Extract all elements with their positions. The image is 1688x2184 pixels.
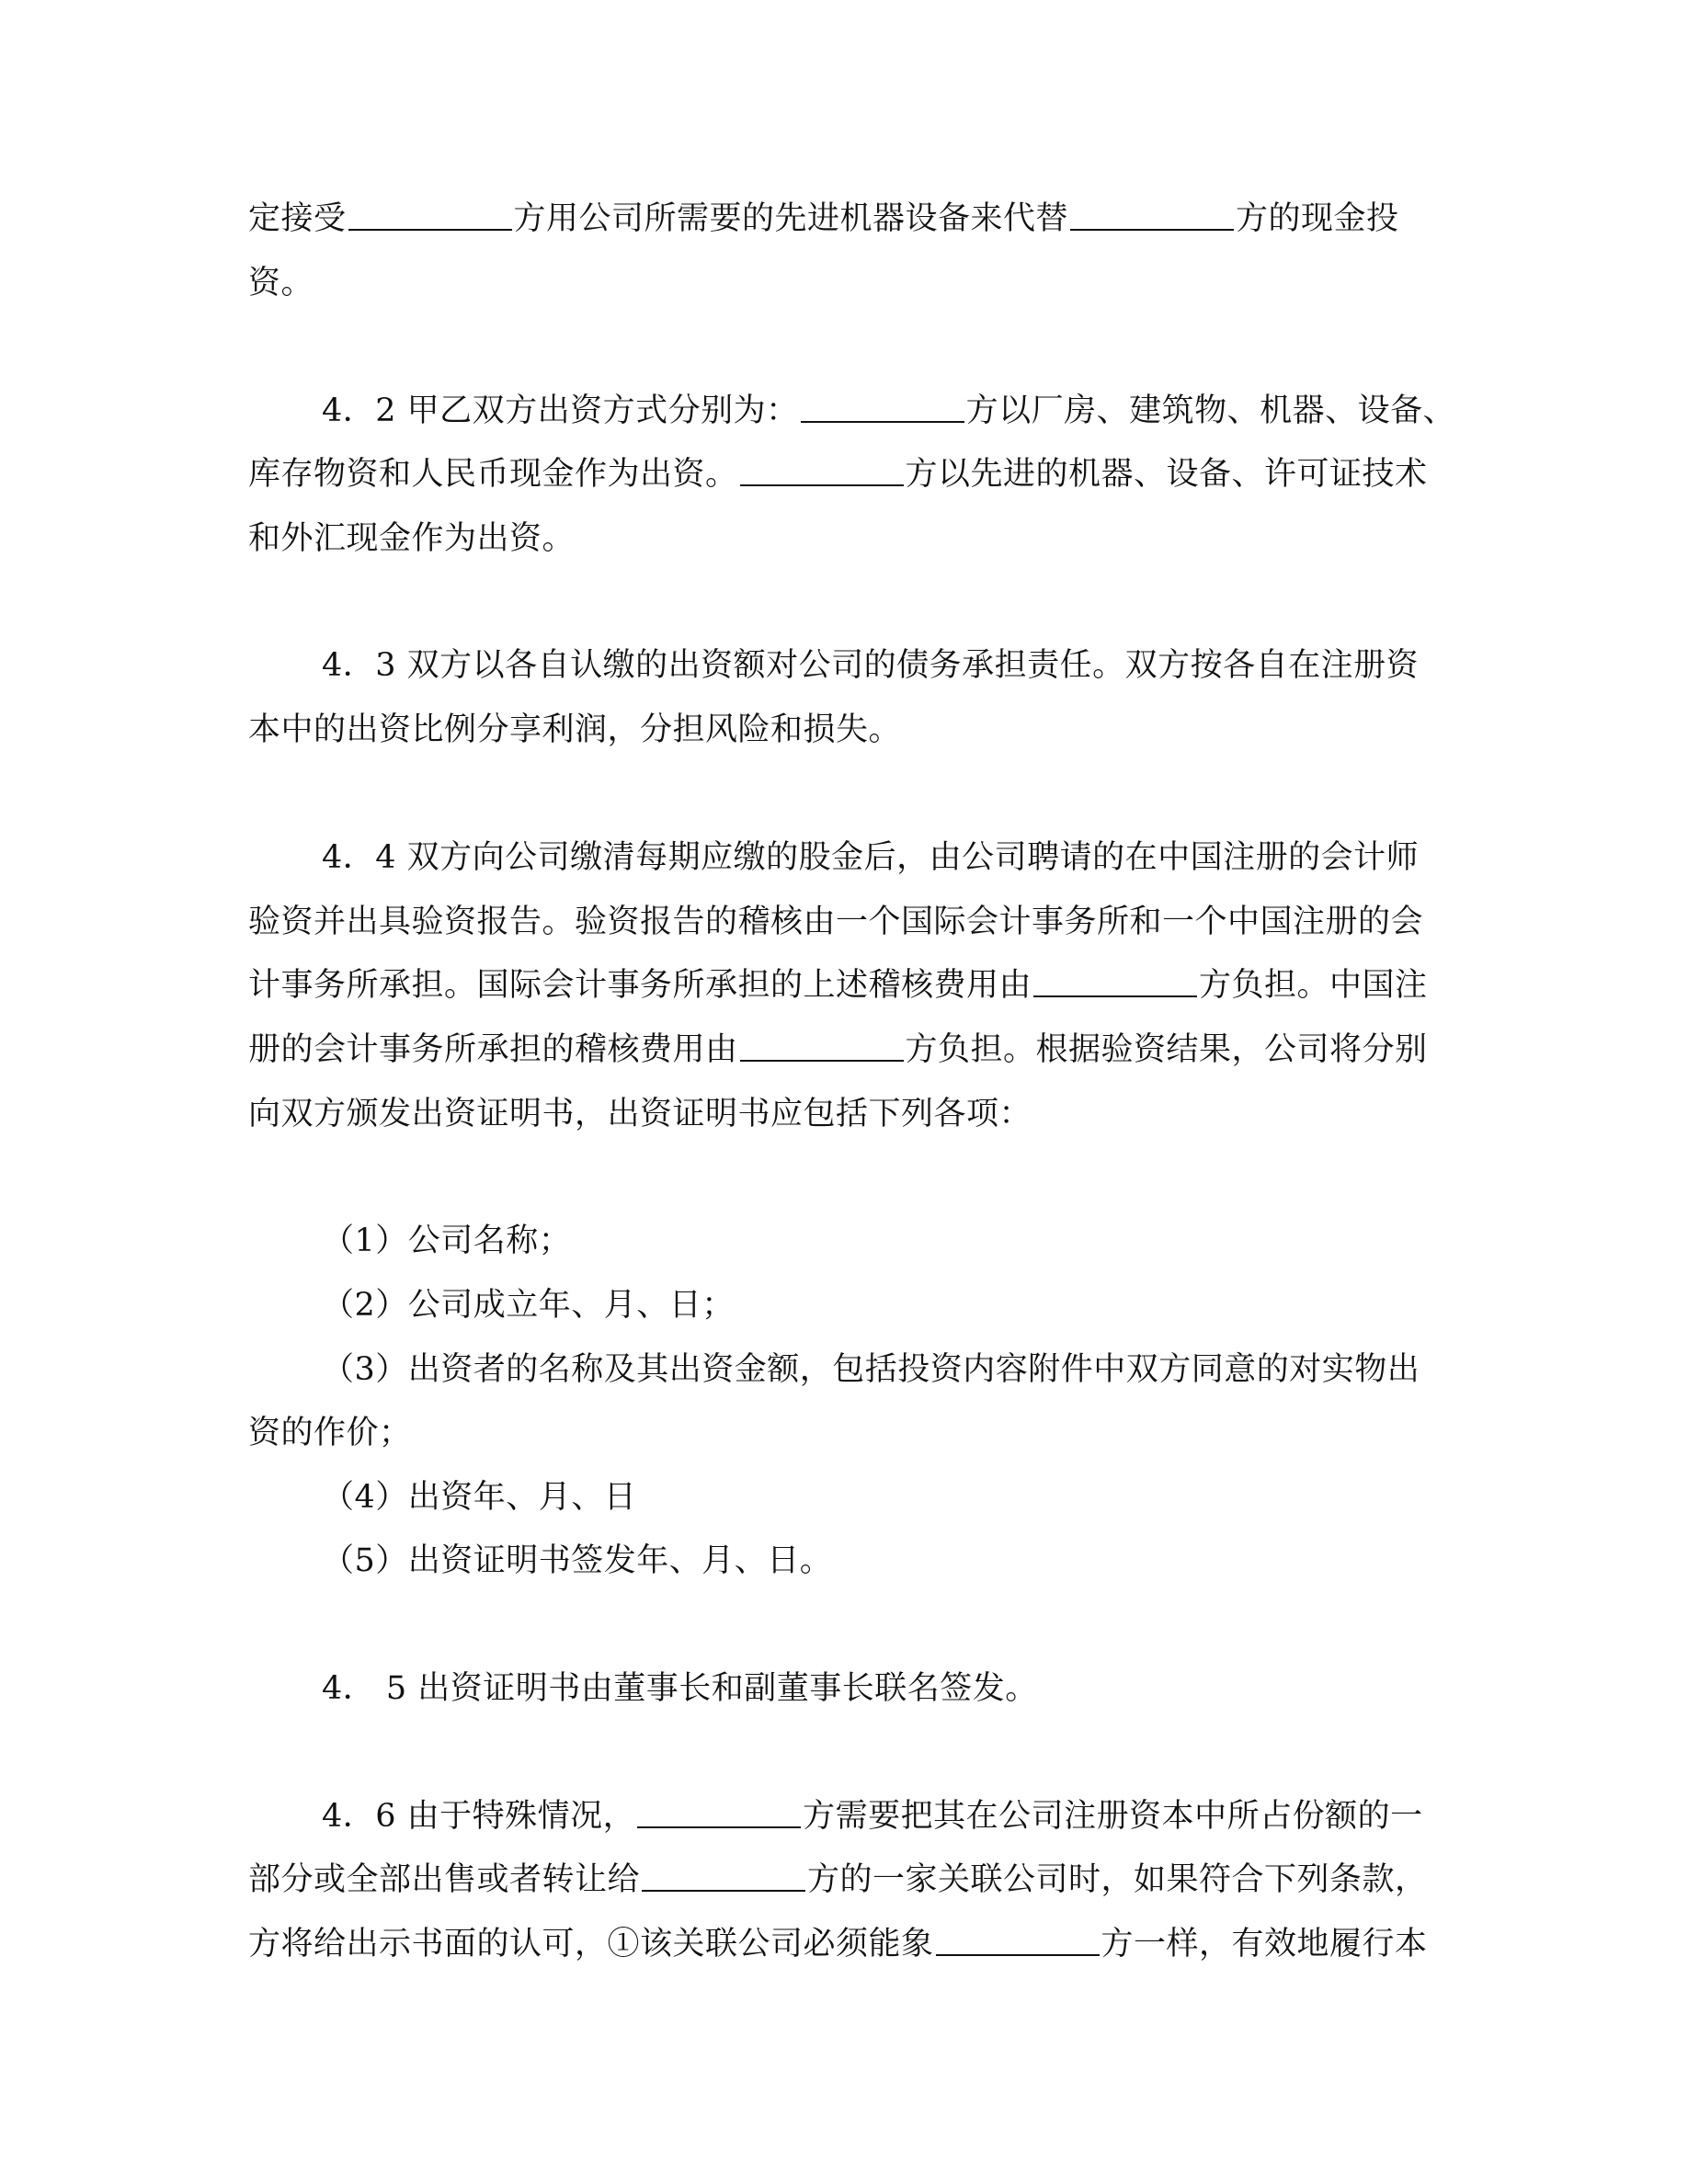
fill-blank [740,1030,904,1062]
text: 方一样，有效地履行本 [1101,1926,1428,1962]
fill-blank [637,1797,801,1828]
text: 和外汇现金作为出资。 [248,520,576,557]
text: （3）出资者的名称及其出资金额，包括投资内容附件中双方同意的对实物出 [322,1351,1420,1388]
clause-4-6-line-3 [248,1922,1428,1966]
clause-4-6-line-1 [322,1794,1423,1838]
clause-4-3-line-2 [248,708,901,752]
text: 方用公司所需要的先进机器设备来代替 [513,200,1069,237]
fill-blank [642,1860,805,1892]
clause-4-4-line-3 [248,963,1428,1007]
fill-blank [740,455,904,486]
text: 册的会计事务所承担的稽核费用由 [248,1031,738,1068]
clause-4-2-line-3 [248,517,575,561]
clause-4-3-line-1 [322,643,1419,688]
list-item-1 [322,1219,571,1263]
text: （4）出资年、月、日 [322,1479,637,1516]
text: 方将给出示书面的认可，①该关联公司必须能象 [248,1926,934,1962]
text: 4． 5 出资证明书由董事长和副董事长联名签发。 [322,1670,1038,1707]
text: 方负担。中国注 [1199,967,1428,1004]
clause-4-4-line-2 [248,900,1423,944]
fill-blank [936,1925,1100,1956]
clause-4-2-line-2 [248,452,1428,496]
text: 方以先进的机器、设备、许可证技术 [905,456,1428,493]
clause-4-4-line-5 [248,1092,1032,1136]
text: 部分或全部出售或者转让给 [248,1861,641,1898]
list-item-3-cont [248,1411,412,1455]
text: 定接受 [248,200,347,237]
text: （1）公司名称； [322,1223,572,1259]
intro-line-1 [248,197,1399,241]
clause-4-5-line-1 [322,1666,1038,1711]
text: 验资并出具验资报告。验资报告的稽核由一个国际会计事务所和一个中国注册的会 [248,904,1424,940]
text: 4．3 双方以各自认缴的出资额对公司的债务承担责任。双方按各自在注册资 [322,647,1420,684]
intro-line-2 [248,261,314,305]
text: 方需要把其在公司注册资本中所占份额的一 [803,1798,1423,1835]
fill-blank [348,199,512,231]
text: （5）出资证明书签发年、月、日。 [322,1542,833,1579]
text: 方以厂房、建筑物、机器、设备、 [965,392,1456,429]
clause-4-2-line-1 [322,389,1455,433]
text: （2）公司成立年、月、日； [322,1287,735,1324]
text: 4．6 由于特殊情况， [322,1798,636,1835]
text: 向双方颁发出资证明书，出资证明书应包括下列各项： [248,1096,1032,1132]
text: 资的作价； [248,1415,412,1451]
fill-blank [801,392,964,423]
text: 4．4 双方向公司缴清每期应缴的股金后，由公司聘请的在中国注册的会计师 [322,839,1420,876]
list-item-5 [322,1539,832,1583]
clause-4-4-line-1 [322,836,1419,880]
text: 4．2 甲乙双方出资方式分别为： [322,392,799,429]
text: 方的一家关联公司时，如果符合下列条款， [807,1861,1428,1898]
text: 资。 [248,265,314,301]
list-item-2 [322,1283,735,1327]
text: 计事务所承担。国际会计事务所承担的上述稽核费用由 [248,967,1032,1004]
list-item-3 [322,1348,1420,1392]
clause-4-6-line-2 [248,1858,1428,1902]
text: 方的现金投 [1236,200,1399,237]
text: 本中的出资比例分享利润，分担风险和损失。 [248,711,902,748]
list-item-4 [322,1475,636,1519]
fill-blank [1070,199,1234,231]
text: 方负担。根据验资结果，公司将分别 [905,1031,1428,1068]
text: 库存物资和人民币现金作为出资。 [248,456,738,493]
clause-4-4-line-4 [248,1028,1428,1072]
fill-blank [1033,966,1197,997]
